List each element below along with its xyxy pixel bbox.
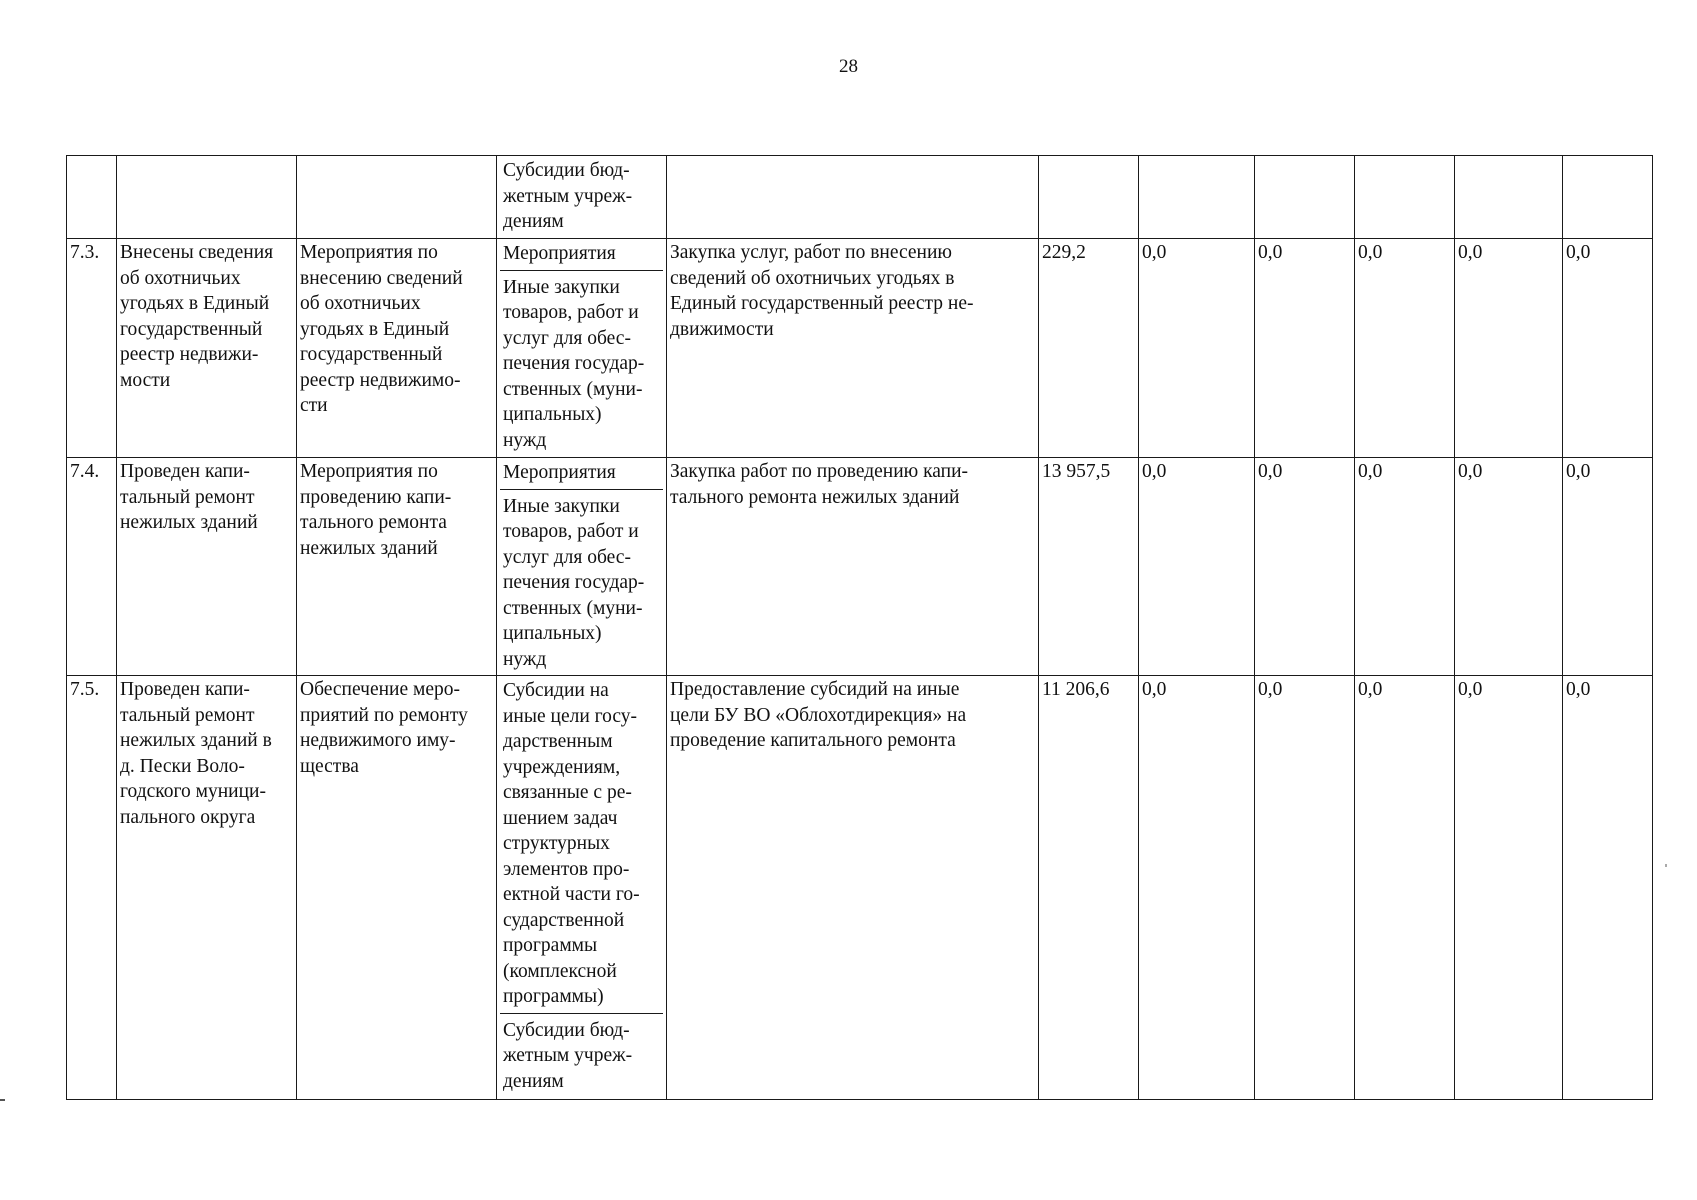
cell-value: 0,0 [1563, 676, 1653, 1100]
cell-description [667, 156, 1039, 239]
cell-result: Проведен капи- тальный ремонт нежилых зданий в д. Пески Воло- годского муници- пального округа [117, 676, 297, 1100]
expense-type: Иные закупки товаров, работ и услуг для обес- печения государ- ственных (муни- ципальных) нужд [500, 270, 663, 454]
cell-value: 0,0 [1455, 239, 1563, 458]
cell-value: 0,0 [1139, 239, 1255, 458]
cell-value: 0,0 [1455, 458, 1563, 676]
scan-artifact [1665, 864, 1667, 867]
cell-event: Обеспечение меро- приятий по ремонту недвижимого иму- щества [297, 676, 497, 1100]
cell-expense-type [497, 239, 667, 458]
expense-type: Иные закупки товаров, работ и услуг для обес- печения государ- ственных (муни- ципальных) нужд [500, 489, 663, 673]
cell-value [1455, 156, 1563, 239]
cell-value [1255, 156, 1355, 239]
cell-expense-type [497, 458, 667, 676]
table-row [67, 676, 1653, 1100]
cell-value: 0,0 [1563, 239, 1653, 458]
cell-value: 11 206,6 [1039, 676, 1139, 1100]
cell-result: Внесены сведения об охотничьих угодьях в Единый государственный реестр недвижи- мости [117, 239, 297, 458]
cell-value [1039, 156, 1139, 239]
cell-result [117, 156, 297, 239]
cell-value: 0,0 [1455, 676, 1563, 1100]
cell-expense-type [497, 156, 667, 239]
cell-value: 0,0 [1355, 239, 1455, 458]
budget-table [66, 155, 1653, 1100]
page-number: 28 [839, 56, 858, 77]
cell-value: 0,0 [1255, 458, 1355, 676]
cell-num: 7.4. [67, 458, 117, 676]
cell-description: Закупка услуг, работ по внесению сведений об охотничьих угодьях в Единый государственный реестр не- движимости [667, 239, 1039, 458]
scan-artifact [0, 1099, 5, 1101]
cell-value: 0,0 [1139, 458, 1255, 676]
cell-event: Мероприятия по проведению капи- тального ремонта нежилых зданий [297, 458, 497, 676]
cell-num: 7.5. [67, 676, 117, 1100]
expense-type: Субсидии на иные цели госу- дарственным учреждениям, связанные с ре- шением задач структурных элементов про- ектной части го- сударственной программы (комплексной программы) [503, 680, 640, 1007]
table-row [67, 239, 1653, 458]
cell-event [297, 156, 497, 239]
cell-value [1355, 156, 1455, 239]
cell-event: Мероприятия по внесению сведений об охотничьих угодьях в Единый государственный реестр недвижимо- сти [297, 239, 497, 458]
cell-description: Закупка работ по проведению капи- тального ремонта нежилых зданий [667, 458, 1039, 676]
expense-type: Мероприятия [503, 462, 616, 483]
cell-value: 0,0 [1355, 458, 1455, 676]
cell-value: 0,0 [1563, 458, 1653, 676]
table-row [67, 458, 1653, 676]
cell-value: 0,0 [1255, 676, 1355, 1100]
expense-type: Субсидии бюд- жетным учреж- дениям [500, 1013, 663, 1095]
expense-type: Субсидии бюд- жетным учреж- дениям [503, 160, 633, 232]
cell-value: 0,0 [1139, 676, 1255, 1100]
cell-result: Проведен капи- тальный ремонт нежилых зданий [117, 458, 297, 676]
cell-num: 7.3. [67, 239, 117, 458]
cell-value: 0,0 [1355, 676, 1455, 1100]
cell-value: 0,0 [1255, 239, 1355, 458]
cell-value: 229,2 [1039, 239, 1139, 458]
cell-num [67, 156, 117, 239]
expense-type: Мероприятия [503, 243, 616, 264]
cell-description: Предоставление субсидий на иные цели БУ ВО «Облохотдирекция» на проведение капитального ремонта [667, 676, 1039, 1100]
cell-value [1563, 156, 1653, 239]
cell-value: 13 957,5 [1039, 458, 1139, 676]
cell-expense-type [497, 676, 667, 1100]
cell-value [1139, 156, 1255, 239]
table-row [67, 156, 1653, 239]
